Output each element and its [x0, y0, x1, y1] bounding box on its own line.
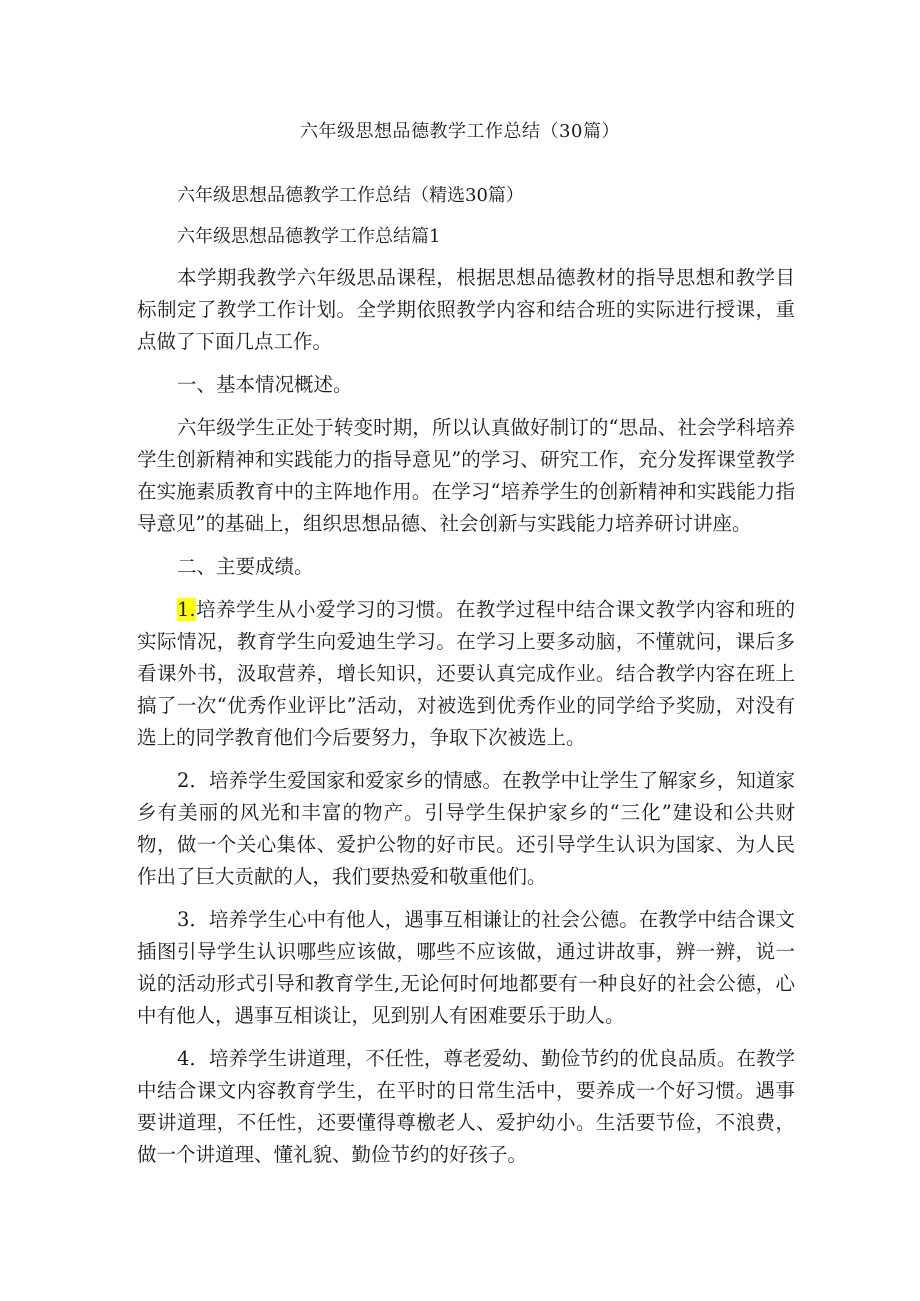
intro-paragraph: 本学期我教学六年级思品课程，根据思想品德教材的指导思想和教学目标制定了教学工作计划。全学期依照教学内容和结合班的实际进行授课，重点做了下面几点工作。 [137, 266, 795, 353]
achievement-item-4: 4．培养学生讲道理，不任性，尊老爱幼、勤俭节约的优良品质。在教学中结合课文内容教育学生，在平时的日常生活中，要养成一个好习惯。遇事要讲道理，不任性，还要懂得尊檄老人、爱护幼小。生活要节俭，不浪费，做一个讲道理、懂礼貌、勤俭节约的好孩子。 [137, 1047, 795, 1166]
document-title: 六年级思想品德教学工作总结（30篇） [300, 121, 620, 142]
achievement-item-1-text: 培养学生从小爱学习的习惯。在教学过程中结合课文教学内容和班的实际情况，教育学生向爱迪生学习。在学习上要多动脑，不懂就问，课后多看课外书，汲取营养，增长知识，还要认真完成作业。结合教学内容在班上搞了一次“优秀作业评比”活动，对被选到优秀作业的同学给予奖励，对没有选上的同学教育他们今后要努力，争取下次被选上。 [137, 598, 795, 749]
achievement-item-2: 2．培养学生爱国家和爱家乡的情感。在教学中让学生了解家乡，知道家乡有美丽的风光和丰富的物产。引导学生保护家乡的“三化”建设和公共财物，做一个关心集体、爱护公物的好市民。还引导学生认识为国家、为人民作出了巨大贡献的人，我们要热爱和敬重他们。 [137, 769, 795, 888]
heading-main-achievements: 二、主要成绩。 [177, 555, 314, 578]
document-subtitle: 六年级思想品德教学工作总结（精选30篇） [177, 185, 524, 206]
paragraph-basic-overview: 六年级学生正处于转变时期，所以认真做好制订的“思品、社会学科培养学生创新精神和实践能力的指导意见”的学习、研究工作，充分发挥课堂教学在实施素质教育中的主阵地作用。在学习“培养学生的创新精神和实践能力指导意见”的基础上，组织思想品德、社会创新与实践能力培养研讨讲座。 [137, 416, 795, 535]
document-body [137, 180, 795, 1182]
highlighted-item-number: 1. [177, 598, 196, 621]
achievement-item-3: 3．培养学生心中有他人，遇事互相谦让的社会公德。在教学中结合课文插图引导学生认识哪些应该做，哪些不应该做，通过讲故事，辨一辨，说一说的活动形式引导和教育学生,无论何时何地都要有一种良好的社会公德，心中有他人，遇事互相谈让，见到别人有困难要乐于助人。 [137, 908, 795, 1027]
achievement-item-1 [137, 594, 795, 754]
section-title: 六年级思想品德教学工作总结篇1 [177, 226, 441, 247]
heading-basic-overview: 一、基本情况概述。 [177, 373, 353, 396]
